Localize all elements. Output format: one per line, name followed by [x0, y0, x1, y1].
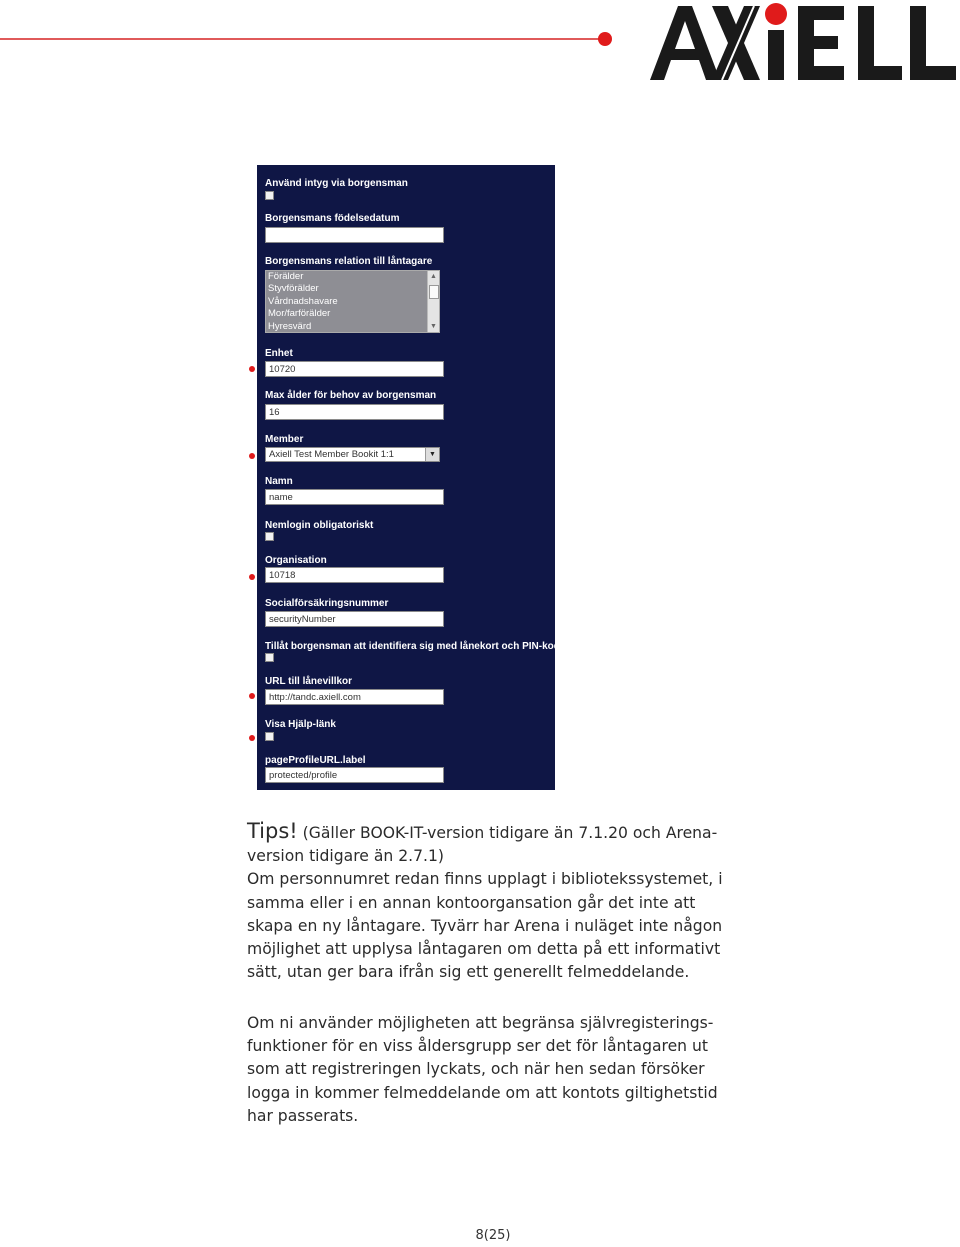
list-item[interactable]: Vårdnadshavare [268, 295, 338, 307]
unit-input[interactable]: 10720 [265, 361, 444, 377]
paragraph-line: samma eller i en annan kontoorgansation går det inte att [247, 893, 696, 912]
scroll-down-icon[interactable]: ▼ [430, 323, 437, 330]
paragraph-line: funktioner för en viss åldersgrupp ser det för låntagaren ut [247, 1037, 709, 1056]
list-item[interactable]: Hyresvärd [268, 320, 312, 332]
member-select-value: Axiell Test Member Bookit 1:1 [269, 449, 394, 460]
tips-label: Tips! [247, 819, 298, 843]
name-input[interactable]: name [265, 489, 444, 505]
allow-guarantor-id-checkbox[interactable] [265, 653, 274, 662]
page-number: 8(25) [475, 1228, 511, 1243]
member-label: Member [265, 434, 304, 445]
guarantor-birthdate-input[interactable] [265, 227, 444, 243]
tips-line-1: (Gäller BOOK-IT-version tidigare än 7.1.20 och Arena- [297, 824, 718, 842]
guarantor-relation-listbox[interactable] [265, 270, 440, 333]
list-item[interactable]: Förälder [268, 271, 304, 282]
paragraph-line: möjlighet att upplysa låntagaren om detta på ett informativt [247, 940, 721, 959]
member-select[interactable] [265, 447, 440, 462]
terms-url-input[interactable]: http://tandc.axiell.com [265, 689, 444, 705]
name-label: Namn [265, 476, 293, 487]
social-security-input[interactable]: securityNumber [265, 611, 444, 627]
allow-guarantor-id-label: Tillåt borgensman att identifiera sig med lånekort och PIN-kod [265, 641, 560, 652]
paragraph-line: har passerats. [247, 1106, 359, 1125]
page-profile-label: pageProfileURL.label [265, 755, 366, 766]
required-marker [249, 574, 255, 580]
listbox-scrollbar[interactable] [427, 271, 439, 332]
required-marker [249, 453, 255, 459]
guarantor-birthdate-label: Borgensmans födelsedatum [265, 213, 400, 224]
tips-heading-line [247, 820, 747, 845]
required-marker [249, 366, 255, 372]
terms-url-label: URL till lånevillkor [265, 676, 353, 687]
required-marker [249, 693, 255, 699]
max-age-label: Max ålder för behov av borgensman [265, 390, 437, 401]
paragraph-line: sätt, utan ger bara ifrån sig ett generellt felmeddelande. [247, 963, 690, 982]
nemlogin-checkbox[interactable] [265, 532, 274, 541]
nemlogin-label: Nemlogin obligatoriskt [265, 520, 374, 531]
list-item[interactable]: Styvförälder [268, 283, 319, 295]
show-help-label: Visa Hjälp-länk [265, 719, 336, 730]
axiell-logo [648, 0, 960, 84]
list-item[interactable]: Mor/farförälder [268, 308, 331, 320]
max-age-input[interactable]: 16 [265, 404, 444, 420]
guarantor-certificate-label: Använd intyg via borgensman [265, 178, 408, 189]
scroll-up-icon[interactable]: ▲ [430, 273, 437, 280]
age-restriction-paragraph [247, 1012, 747, 1128]
paragraph-line: Om personnumret redan finns upplagt i bibliotekssystemet, i [247, 870, 723, 889]
organisation-input[interactable]: 10718 [265, 567, 444, 583]
header-line [0, 38, 604, 40]
tips-section [247, 820, 747, 984]
paragraph-line: som att registreringen lyckats, och när hen sedan försöker [247, 1060, 705, 1079]
page-profile-input[interactable]: protected/profile [265, 767, 444, 783]
paragraph-line: Om ni använder möjligheten att begränsa självregisterings- [247, 1014, 714, 1032]
registration-form-screenshot [257, 165, 560, 790]
required-marker [249, 735, 255, 741]
header-dot [598, 32, 612, 46]
tips-line-2: version tidigare än 2.7.1) [247, 847, 444, 866]
paragraph-line: logga in kommer felmeddelande om att kontots giltighetstid [247, 1083, 718, 1102]
chevron-down-icon[interactable]: ▼ [425, 448, 439, 461]
unit-label: Enhet [265, 348, 293, 359]
guarantor-relation-label: Borgensmans relation till låntagare [265, 256, 433, 267]
scroll-thumb[interactable] [429, 285, 439, 299]
organisation-label: Organisation [265, 555, 327, 566]
guarantor-certificate-checkbox[interactable] [265, 191, 274, 200]
paragraph-line: skapa en ny låntagare. Tyvärr har Arena i nuläget inte någon [247, 916, 723, 935]
show-help-checkbox[interactable] [265, 732, 274, 741]
social-security-label: Socialförsäkringsnummer [265, 598, 389, 609]
